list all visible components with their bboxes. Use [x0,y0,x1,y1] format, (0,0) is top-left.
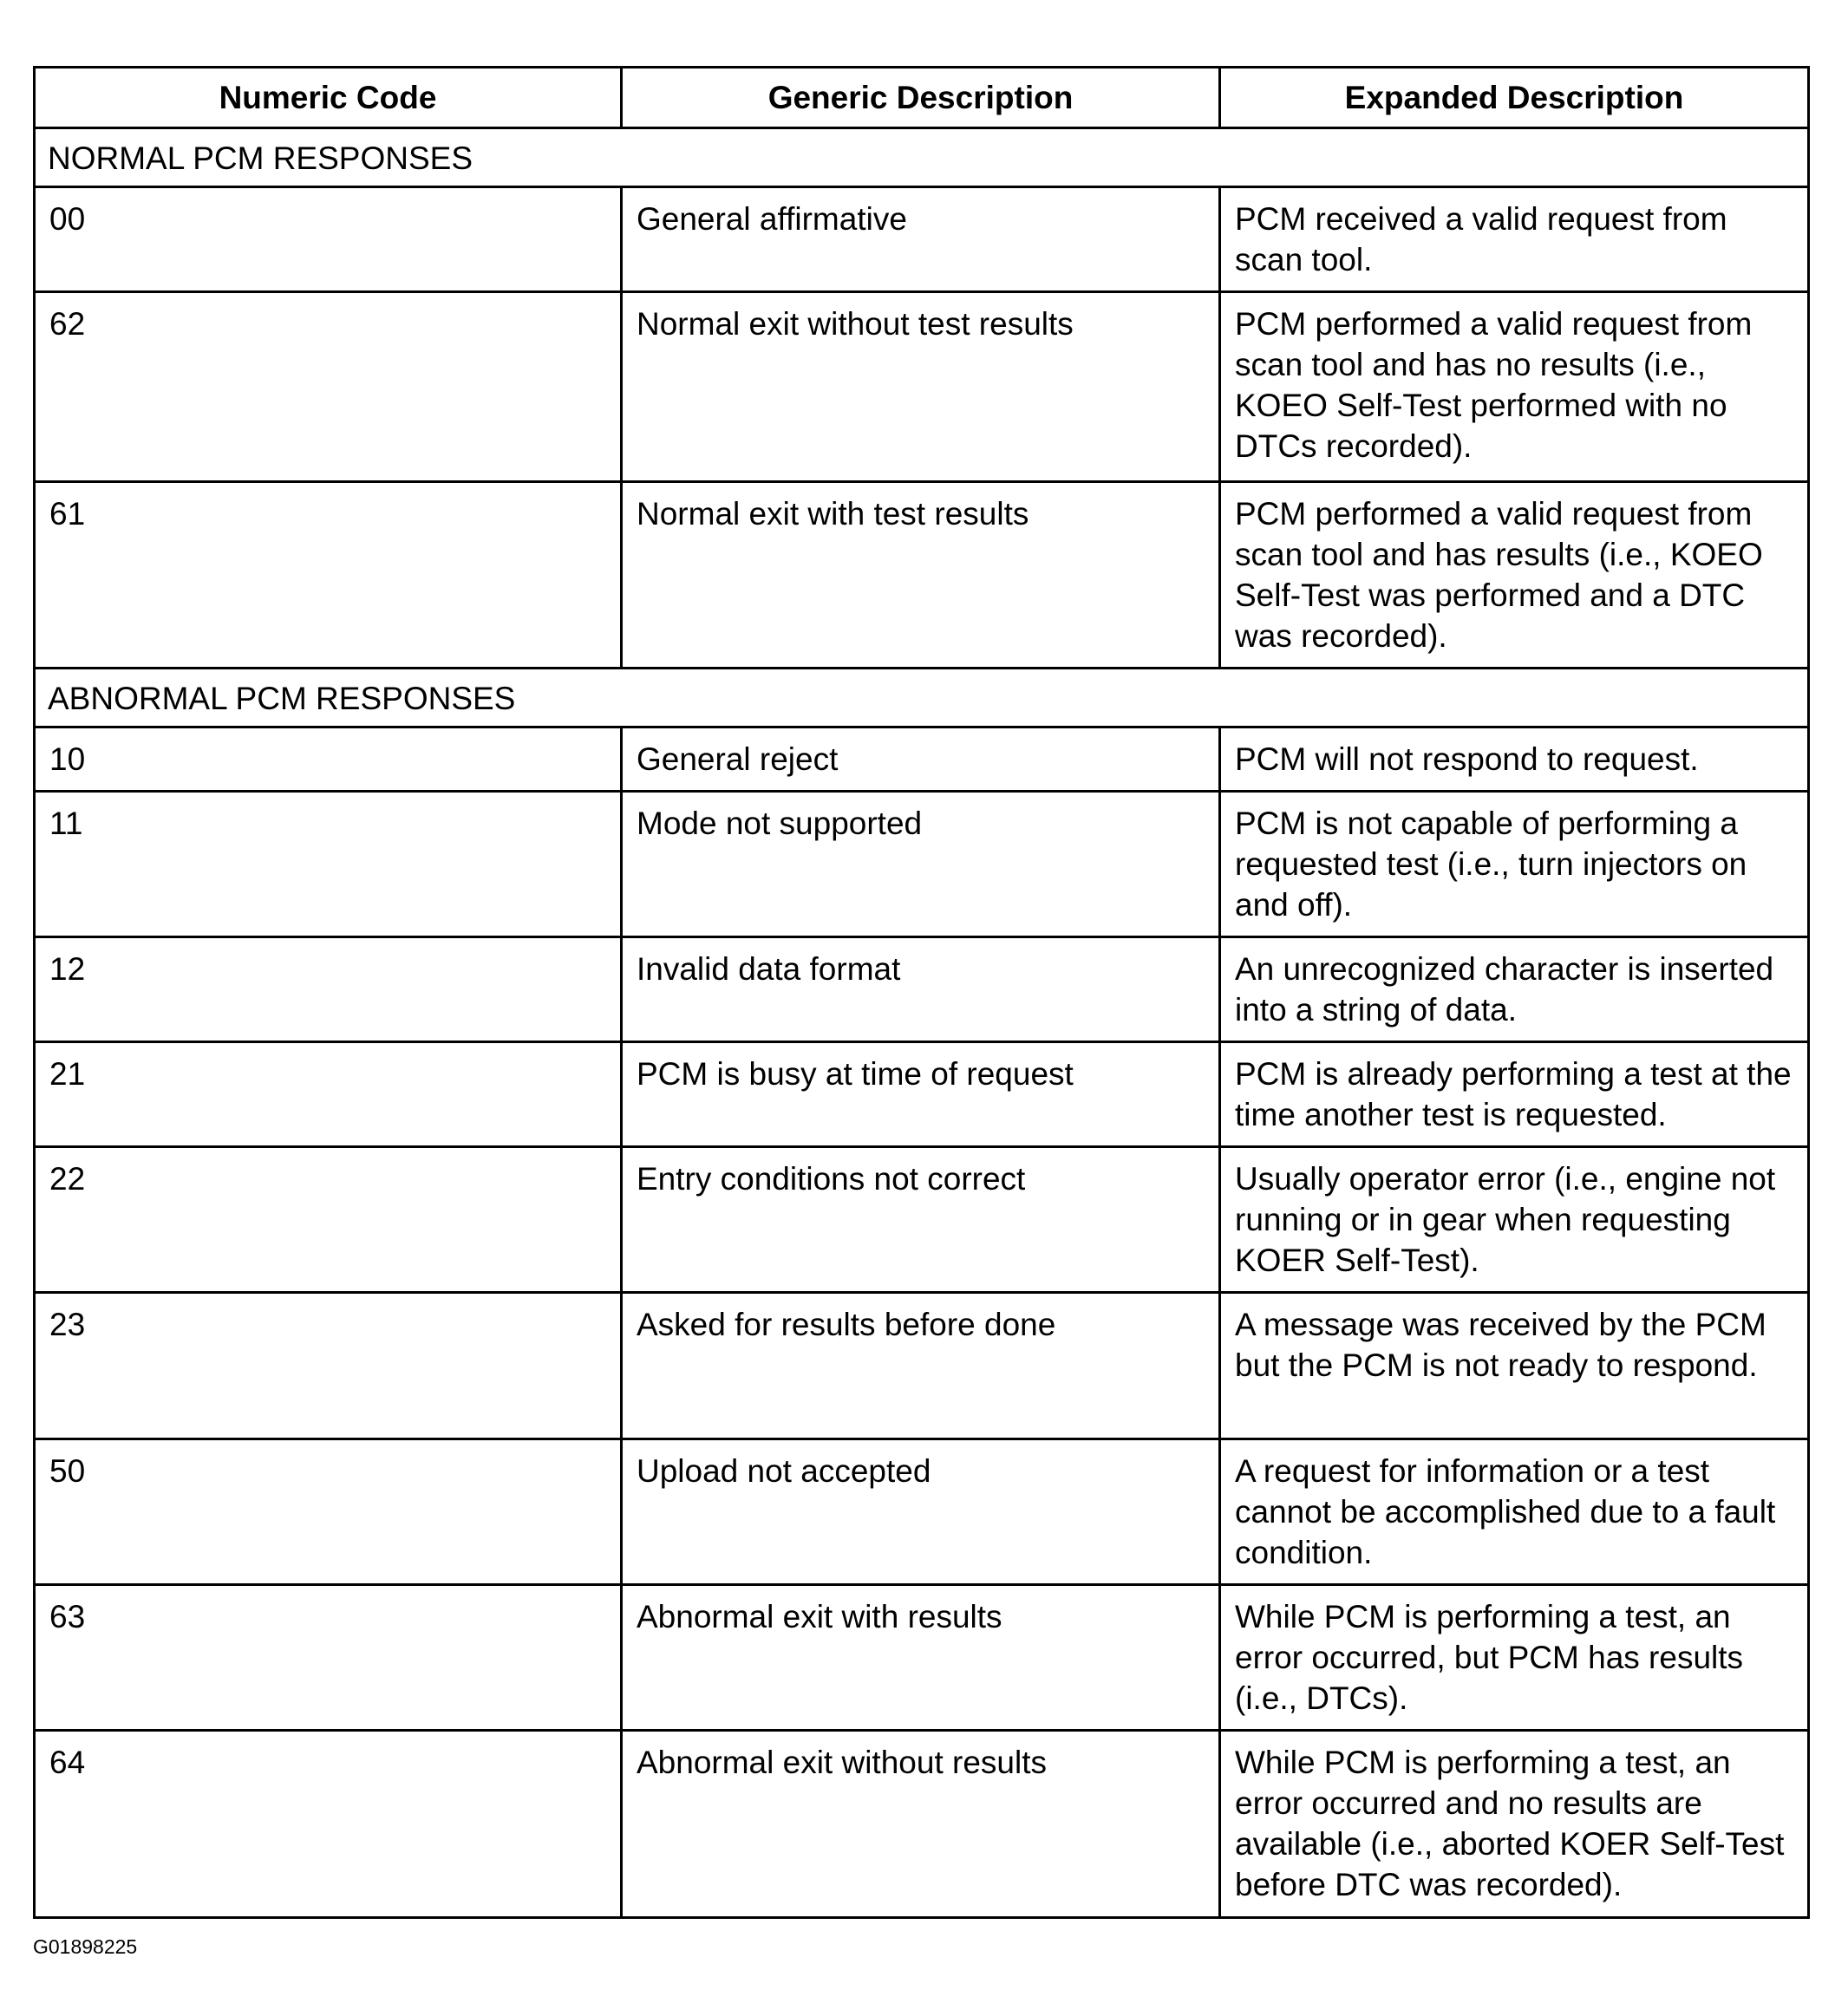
code-cell: 11 [35,792,622,937]
figure-reference-id: G01898225 [33,1935,138,1958]
expanded-description-cell: While PCM is performing a test, an error occurred and no results are available (i.e., aborted KOER Self-Test before DTC was recorded). [1220,1731,1809,1918]
pcm-response-codes-table [33,66,1810,1919]
code-cell: 63 [35,1585,622,1731]
section-title: NORMAL PCM RESPONSES [35,128,1809,187]
table-row [35,1439,1809,1585]
expanded-description-cell: While PCM is performing a test, an error occurred, but PCM has results (i.e., DTCs). [1220,1585,1809,1731]
header-generic-description: Generic Description [622,68,1220,128]
generic-description-cell: General affirmative [622,187,1220,292]
code-cell: 50 [35,1439,622,1585]
expanded-description-cell: PCM performed a valid request from scan tool and has no results (i.e., KOEO Self-Test performed with no DTCs recorded). [1220,292,1809,482]
expanded-description-cell: A message was received by the PCM but the PCM is not ready to respond. [1220,1293,1809,1439]
generic-description-cell: Upload not accepted [622,1439,1220,1585]
generic-description-cell: Abnormal exit without results [622,1731,1220,1918]
code-cell: 64 [35,1731,622,1918]
code-cell: 23 [35,1293,622,1439]
table-row [35,1293,1809,1439]
expanded-description-cell: PCM is not capable of performing a requested test (i.e., turn injectors on and off). [1220,792,1809,937]
table-row [35,1147,1809,1293]
code-cell: 62 [35,292,622,482]
code-cell: 21 [35,1042,622,1147]
section-title: ABNORMAL PCM RESPONSES [35,669,1809,727]
table-row [35,1585,1809,1731]
expanded-description-cell: PCM is already performing a test at the time another test is requested. [1220,1042,1809,1147]
code-cell: 22 [35,1147,622,1293]
generic-description-cell: Normal exit with test results [622,482,1220,669]
table-row [35,792,1809,937]
code-cell: 10 [35,727,622,792]
generic-description-cell: Mode not supported [622,792,1220,937]
expanded-description-cell: PCM will not respond to request. [1220,727,1809,792]
table-row [35,292,1809,482]
code-cell: 12 [35,937,622,1042]
section-row-abnormal [35,669,1809,727]
expanded-description-cell: A request for information or a test cannot be accomplished due to a fault condition. [1220,1439,1809,1585]
generic-description-cell: General reject [622,727,1220,792]
expanded-description-cell: Usually operator error (i.e., engine not running or in gear when requesting KOER Self-Test). [1220,1147,1809,1293]
header-row [35,68,1809,128]
generic-description-cell: Invalid data format [622,937,1220,1042]
table-row [35,187,1809,292]
generic-description-cell: Normal exit without test results [622,292,1220,482]
expanded-description-cell: PCM performed a valid request from scan tool and has results (i.e., KOEO Self-Test was performed and a DTC was recorded). [1220,482,1809,669]
generic-description-cell: Entry conditions not correct [622,1147,1220,1293]
table-row [35,482,1809,669]
table-row [35,1042,1809,1147]
generic-description-cell: Asked for results before done [622,1293,1220,1439]
expanded-description-cell: PCM received a valid request from scan tool. [1220,187,1809,292]
code-cell: 61 [35,482,622,669]
expanded-description-cell: An unrecognized character is inserted into a string of data. [1220,937,1809,1042]
table-row [35,727,1809,792]
section-row-normal [35,128,1809,187]
code-cell: 00 [35,187,622,292]
table-row [35,1731,1809,1918]
table-row [35,937,1809,1042]
header-numeric-code: Numeric Code [35,68,622,128]
generic-description-cell: PCM is busy at time of request [622,1042,1220,1147]
header-expanded-description: Expanded Description [1220,68,1809,128]
generic-description-cell: Abnormal exit with results [622,1585,1220,1731]
